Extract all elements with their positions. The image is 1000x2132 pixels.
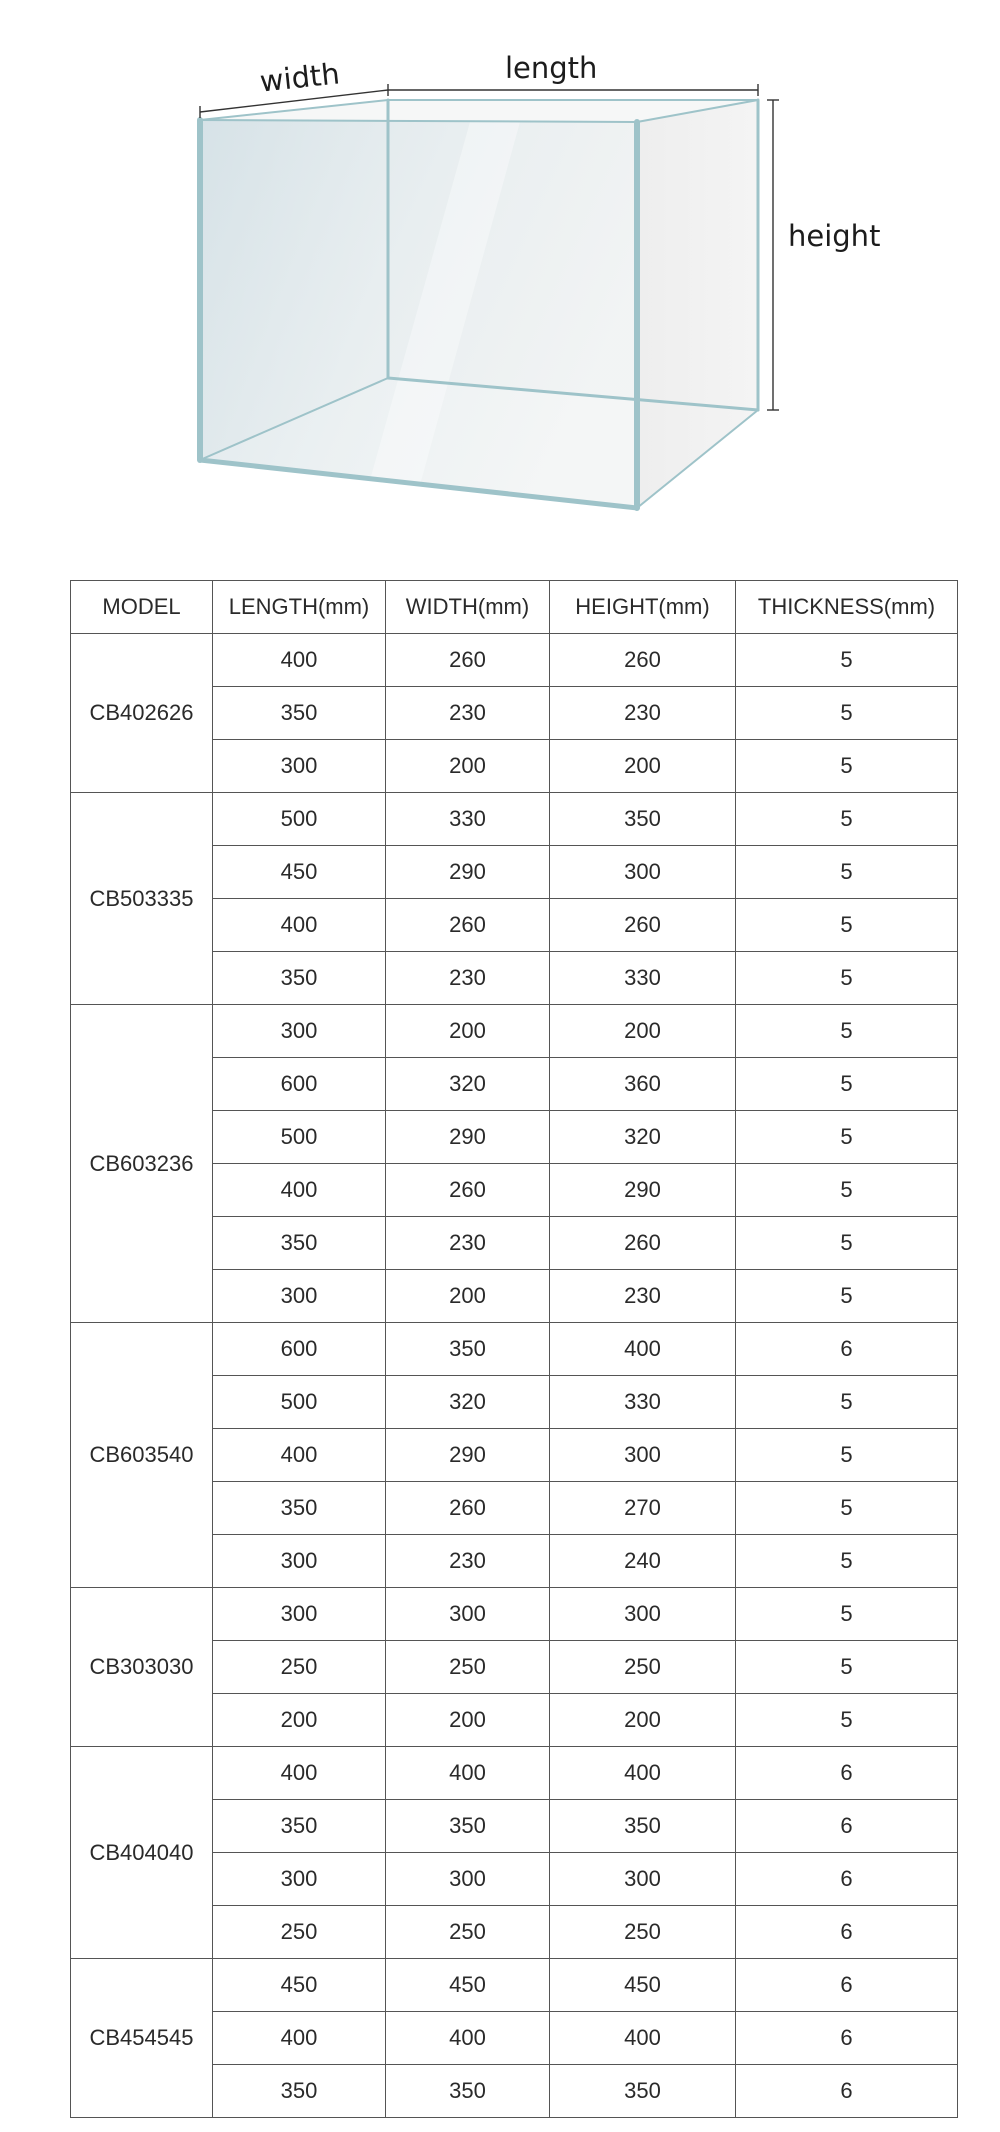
thickness-cell: 5 <box>736 1376 958 1429</box>
thickness-cell: 6 <box>736 1747 958 1800</box>
header-model: MODEL <box>71 581 213 634</box>
height-cell: 330 <box>550 1376 736 1429</box>
length-cell: 400 <box>213 2012 386 2065</box>
thickness-cell: 5 <box>736 1005 958 1058</box>
thickness-cell: 5 <box>736 846 958 899</box>
height-cell: 260 <box>550 899 736 952</box>
table-row <box>71 1323 958 1376</box>
length-cell: 300 <box>213 1005 386 1058</box>
height-cell: 350 <box>550 2065 736 2118</box>
thickness-cell: 5 <box>736 1535 958 1588</box>
model-cell: CB603236 <box>71 1005 213 1323</box>
thickness-cell: 6 <box>736 2012 958 2065</box>
width-cell: 330 <box>386 793 550 846</box>
height-cell: 400 <box>550 2012 736 2065</box>
thickness-cell: 6 <box>736 1853 958 1906</box>
table-row <box>71 1005 958 1058</box>
length-cell: 600 <box>213 1323 386 1376</box>
height-cell: 260 <box>550 1217 736 1270</box>
thickness-cell: 5 <box>736 1111 958 1164</box>
header-width: WIDTH(mm) <box>386 581 550 634</box>
height-cell: 300 <box>550 1853 736 1906</box>
thickness-cell: 5 <box>736 793 958 846</box>
tank-right-panel <box>637 100 758 508</box>
model-cell: CB503335 <box>71 793 213 1005</box>
width-cell: 230 <box>386 1217 550 1270</box>
length-cell: 300 <box>213 1535 386 1588</box>
height-cell: 250 <box>550 1641 736 1694</box>
thickness-cell: 5 <box>736 1217 958 1270</box>
thickness-cell: 6 <box>736 1906 958 1959</box>
thickness-cell: 5 <box>736 740 958 793</box>
height-cell: 300 <box>550 1429 736 1482</box>
height-cell: 240 <box>550 1535 736 1588</box>
height-cell: 350 <box>550 1800 736 1853</box>
length-cell: 200 <box>213 1694 386 1747</box>
width-cell: 200 <box>386 740 550 793</box>
width-cell: 400 <box>386 1747 550 1800</box>
spec-table-body <box>71 634 958 2118</box>
length-cell: 250 <box>213 1641 386 1694</box>
width-cell: 290 <box>386 846 550 899</box>
length-cell: 450 <box>213 1959 386 2012</box>
height-cell: 200 <box>550 1694 736 1747</box>
height-cell: 300 <box>550 1588 736 1641</box>
model-cell: CB402626 <box>71 634 213 793</box>
height-cell: 260 <box>550 634 736 687</box>
length-cell: 400 <box>213 634 386 687</box>
thickness-cell: 5 <box>736 634 958 687</box>
height-label: height <box>788 219 881 253</box>
length-cell: 400 <box>213 899 386 952</box>
thickness-cell: 5 <box>736 1164 958 1217</box>
table-row <box>71 634 958 687</box>
height-cell: 360 <box>550 1058 736 1111</box>
thickness-cell: 5 <box>736 952 958 1005</box>
width-cell: 260 <box>386 899 550 952</box>
table-row <box>71 793 958 846</box>
length-cell: 300 <box>213 1270 386 1323</box>
width-cell: 350 <box>386 1800 550 1853</box>
length-cell: 350 <box>213 1800 386 1853</box>
width-cell: 250 <box>386 1641 550 1694</box>
width-cell: 260 <box>386 1482 550 1535</box>
width-cell: 230 <box>386 952 550 1005</box>
length-cell: 350 <box>213 687 386 740</box>
height-cell: 200 <box>550 1005 736 1058</box>
thickness-cell: 5 <box>736 1641 958 1694</box>
header-row <box>71 581 958 634</box>
header-height: HEIGHT(mm) <box>550 581 736 634</box>
width-cell: 450 <box>386 1959 550 2012</box>
length-cell: 300 <box>213 1853 386 1906</box>
table-row <box>71 1959 958 2012</box>
thickness-cell: 5 <box>736 1429 958 1482</box>
length-cell: 400 <box>213 1747 386 1800</box>
header-thickness: THICKNESS(mm) <box>736 581 958 634</box>
height-cell: 330 <box>550 952 736 1005</box>
width-cell: 200 <box>386 1694 550 1747</box>
width-cell: 300 <box>386 1588 550 1641</box>
thickness-cell: 6 <box>736 1959 958 2012</box>
model-cell: CB303030 <box>71 1588 213 1747</box>
header-length: LENGTH(mm) <box>213 581 386 634</box>
width-cell: 250 <box>386 1906 550 1959</box>
height-cell: 350 <box>550 793 736 846</box>
length-cell: 600 <box>213 1058 386 1111</box>
width-cell: 290 <box>386 1429 550 1482</box>
length-cell: 500 <box>213 1376 386 1429</box>
width-cell: 290 <box>386 1111 550 1164</box>
spec-table <box>70 580 958 2118</box>
length-cell: 500 <box>213 793 386 846</box>
length-label: length <box>505 51 598 85</box>
width-cell: 320 <box>386 1058 550 1111</box>
height-cell: 270 <box>550 1482 736 1535</box>
width-cell: 350 <box>386 2065 550 2118</box>
length-cell: 400 <box>213 1429 386 1482</box>
thickness-cell: 5 <box>736 899 958 952</box>
length-cell: 300 <box>213 740 386 793</box>
model-cell: CB404040 <box>71 1747 213 1959</box>
length-cell: 350 <box>213 952 386 1005</box>
height-cell: 230 <box>550 687 736 740</box>
thickness-cell: 5 <box>736 1270 958 1323</box>
length-cell: 500 <box>213 1111 386 1164</box>
length-cell: 350 <box>213 2065 386 2118</box>
thickness-cell: 5 <box>736 1694 958 1747</box>
model-cell: CB454545 <box>71 1959 213 2118</box>
height-cell: 320 <box>550 1111 736 1164</box>
thickness-cell: 5 <box>736 1058 958 1111</box>
thickness-cell: 5 <box>736 1588 958 1641</box>
height-cell: 400 <box>550 1323 736 1376</box>
width-label: width <box>258 56 342 99</box>
length-cell: 450 <box>213 846 386 899</box>
length-cell: 350 <box>213 1482 386 1535</box>
width-cell: 200 <box>386 1005 550 1058</box>
height-cell: 250 <box>550 1906 736 1959</box>
thickness-cell: 5 <box>736 1482 958 1535</box>
height-cell: 450 <box>550 1959 736 2012</box>
table-row <box>71 1588 958 1641</box>
glass-tank-diagram <box>0 0 1000 540</box>
thickness-cell: 6 <box>736 2065 958 2118</box>
width-cell: 320 <box>386 1376 550 1429</box>
height-cell: 300 <box>550 846 736 899</box>
height-cell: 200 <box>550 740 736 793</box>
length-cell: 400 <box>213 1164 386 1217</box>
width-cell: 300 <box>386 1853 550 1906</box>
length-cell: 300 <box>213 1588 386 1641</box>
width-cell: 230 <box>386 687 550 740</box>
width-cell: 200 <box>386 1270 550 1323</box>
width-cell: 230 <box>386 1535 550 1588</box>
width-cell: 350 <box>386 1323 550 1376</box>
length-cell: 350 <box>213 1217 386 1270</box>
length-cell: 250 <box>213 1906 386 1959</box>
thickness-cell: 6 <box>736 1800 958 1853</box>
height-cell: 230 <box>550 1270 736 1323</box>
thickness-cell: 5 <box>736 687 958 740</box>
height-cell: 290 <box>550 1164 736 1217</box>
width-cell: 260 <box>386 634 550 687</box>
table-row <box>71 1747 958 1800</box>
model-cell: CB603540 <box>71 1323 213 1588</box>
width-cell: 260 <box>386 1164 550 1217</box>
thickness-cell: 6 <box>736 1323 958 1376</box>
width-cell: 400 <box>386 2012 550 2065</box>
height-cell: 400 <box>550 1747 736 1800</box>
